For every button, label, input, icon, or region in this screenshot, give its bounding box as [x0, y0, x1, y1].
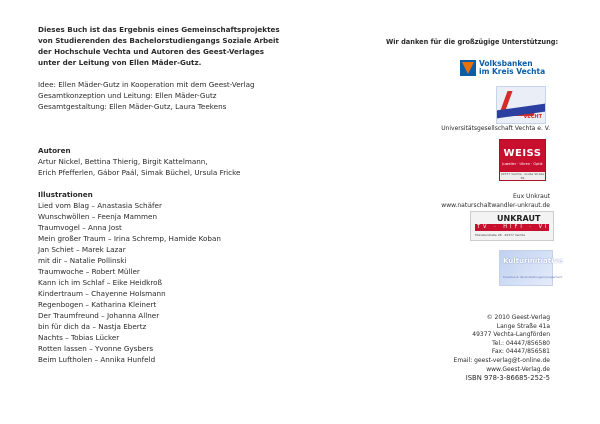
illustration-item: Beim Luftholen – Annika Hunfeld — [38, 355, 156, 364]
illustrations-section — [38, 189, 338, 365]
kultur-word: Kulturinitiative — [503, 257, 563, 265]
imprint-line: Email: geest-verlag@t-online.de — [453, 356, 550, 364]
illustration-item: Jan Schiet – Marek Lazar — [38, 245, 126, 254]
illustration-item: bin für dich da – Nastja Ebertz — [38, 322, 147, 331]
illustration-item: Kann ich im Schlaf – Eike Heidkroß — [38, 278, 163, 287]
intro-line: von Studierenden des Bachelorstudiengangs Soziale Arbeit — [38, 36, 279, 45]
illustration-item: Wunschwöllen – Feenja Mammen — [38, 212, 158, 221]
volksbank-logo — [460, 57, 552, 79]
kultur-subtitle: Kreative & Veranstaltungsmanagement — [503, 275, 563, 279]
university-society-name: Universitätsgesellschaft Vechta e. V. — [441, 125, 550, 132]
illustration-item: Mein großer Traum – Irina Schremp, Hamide Koban — [38, 234, 221, 243]
sponsors-thanks-heading: Wir danken für die großzügige Unterstützung: — [386, 38, 559, 46]
credit-line: Gesamtgestaltung: Ellen Mäder-Gutz, Laura Teekens — [38, 102, 227, 111]
imprint-line: Lange Straße 41a — [496, 322, 550, 330]
illustration-item: Nachts – Tobias Lücker — [38, 333, 120, 342]
unkraut-title: UNKRAUT — [497, 214, 541, 223]
illustration-item: Kindertraum – Chayenne Holsmann — [38, 289, 166, 298]
authors-line: Artur Nickel, Bettina Thierig, Birgit Kattelmann, — [38, 157, 208, 166]
illustration-item: Lied vom Blag – Anastasia Schäfer — [38, 201, 162, 210]
weiss-logo — [499, 139, 546, 181]
illustration-item: Traumvogel – Anna Jost — [38, 223, 122, 232]
imprint-line: 49377 Vechta-Langförden — [472, 331, 550, 339]
intro-line: unter der Leitung von Ellen Mäder-Gutz. — [38, 58, 202, 67]
intro-text — [38, 24, 338, 68]
illustration-item: Regenbogen – Katharina Kleinert — [38, 300, 157, 309]
unkraut-footer: Münsterstraße 28 · 49377 Vechta — [475, 233, 526, 237]
illustration-item: Der Traumfreund – Johanna Allner — [38, 311, 160, 320]
volksbank-text: Volksbanken im Kreis Vechta — [479, 59, 546, 76]
imprint-line: Tel.: 04447/856580 — [492, 339, 550, 347]
weiss-address: 49377 Vechta · Große Straße 89 — [500, 172, 545, 180]
credit-line: Idee: Ellen Mäder-Gutz in Kooperation mit dem Geest-Verlag — [38, 80, 255, 89]
illustration-item: mit dir – Natalie Pollinski — [38, 256, 127, 265]
imprint-line: © 2010 Geest-Verlag — [486, 314, 550, 321]
weiss-subtitle: Juwelier · Uhren · Optik — [502, 162, 543, 166]
intro-line: Dieses Buch ist das Ergebnis eines Gemeinschaftsprojektes — [38, 25, 280, 34]
eux-unkraut-name: Eux Unkraut — [512, 193, 550, 200]
credits — [38, 79, 338, 112]
vecht-text: VECHT — [523, 114, 542, 120]
illustration-item: Traumwoche – Robert Müller — [38, 267, 140, 276]
unkraut-logo — [470, 211, 570, 241]
illustration-item: Rotten lassen – Yvonne Gysbers — [38, 344, 154, 353]
authors-section — [38, 145, 338, 178]
imprint-line: www.Geest-Verlag.de — [486, 365, 550, 373]
imprint-line: Fax: 04447/856581 — [491, 348, 550, 356]
credit-line: Gesamtkonzeption und Leitung: Ellen Mäder-Gutz — [38, 91, 217, 100]
vecht-logo — [496, 86, 546, 124]
authors-heading: Autoren — [38, 146, 71, 155]
left-column — [38, 24, 338, 376]
publisher-imprint — [430, 314, 550, 383]
isbn: ISBN 978-3-86685-252-5 — [465, 374, 550, 383]
kulturinitiative-logo — [499, 250, 563, 286]
weiss-title: WEISS — [503, 148, 542, 159]
authors-line: Erich Pfefferlen, Gábor Paál, Simak Büchel, Ursula Fricke — [38, 168, 241, 177]
illustrations-heading: Illustrationen — [38, 190, 93, 199]
intro-line: der Hochschule Vechta und Autoren des Geest-Verlages — [38, 47, 265, 56]
volksbank-mark-icon — [460, 60, 476, 76]
unkraut-tv-text: TV · HIFI · VIDEO — [477, 224, 570, 230]
naturschaltwandler-url: www.naturschaltwandler-unkraut.de — [441, 202, 550, 209]
